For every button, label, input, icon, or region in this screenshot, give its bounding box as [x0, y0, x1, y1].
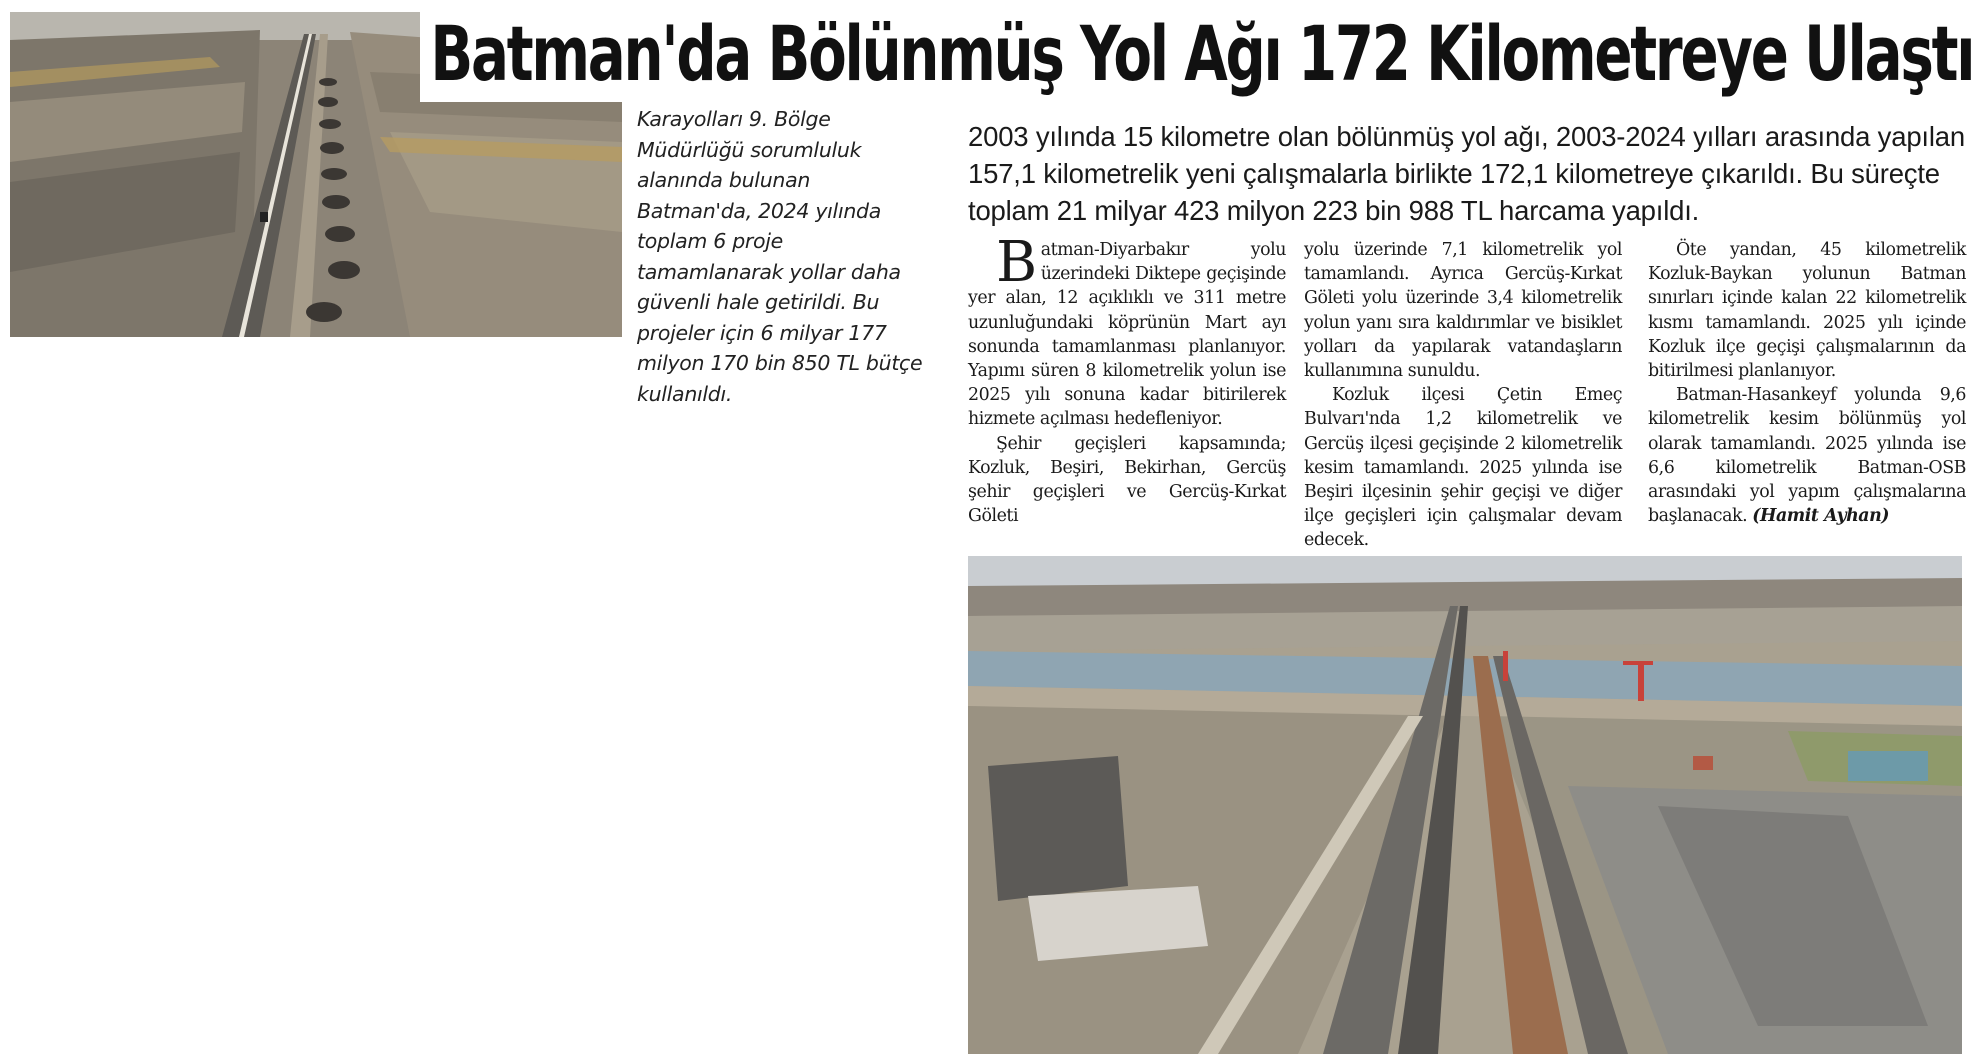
drop-cap: B	[996, 230, 1037, 295]
article-column-3	[1648, 238, 1966, 528]
article-column-1	[968, 230, 1286, 528]
photo-caption: Karayolları 9. Bölge Müdürlüğü sorumluluk alanında bulunan Batman'da, 2024 yılında toplam 6 proje tamamlanarak yollar daha güvenli hale getirildi. Bu projeler için 6 milyar 177 milyon 170 bin 850 TL bütçe kullanıldı.	[637, 107, 923, 406]
paragraph	[1648, 383, 1966, 528]
paragraph: Şehir geçişleri kapsamında; Kozluk, Beşiri, Bekirhan, Gercüş şehir geçişleri ve Gercüş-Kırkat Göleti	[968, 433, 1286, 527]
byline: (Hamit Ayhan)	[1752, 506, 1890, 527]
paragraph	[968, 230, 1286, 432]
headline: Batman'da Bölünmüş Yol Ağı 172 Kilometreye Ulaştı	[420, 6, 1967, 102]
article-column-2	[1304, 238, 1622, 553]
paragraph: Kozluk ilçesi Çetin Emeç Bulvarı'nda 1,2 kilometrelik ve Gercüş ilçesi geçişinde 2 kilometrelik kesim tamamlandı. 2025 yılında ise Beşiri ilçesinin şehir geçişi ve diğer ilçe geçişleri için çalışmalar devam edecek.	[1304, 385, 1622, 551]
aerial-bridge-photo	[968, 556, 1962, 1054]
paragraph-text: Batman-Hasankeyf yolunda 9,6 kilometrelik kesim bölünmüş yol olarak tamamlandı. 2025 yılında ise 6,6 kilometrelik Batman-OSB arasındaki yol yapım çalışmalarına başlanacak.	[1648, 385, 1966, 527]
paragraph: yolu üzerinde 7,1 kilometrelik yol tamamlandı. Ayrıca Gercüş-Kırkat Göleti yolu üzerinde 3,4 kilometrelik yolun yanı sıra kaldırımlar ve bisiklet yolları da yapılarak vatandaşların kullanımına sunuldu.	[1304, 240, 1622, 382]
paragraph: Öte yandan, 45 kilometrelik Kozluk-Baykan yolunun Batman sınırları içinde kalan 22 kilometrelik kısmı tamamlandı. 2025 yılı içinde Kozluk ilçe geçişi çalışmalarının da bitirilmesi planlanıyor.	[1648, 240, 1966, 382]
paragraph-text: atman-Diyarbakır yolu üzerindeki Diktepe geçişinde yer alan, 12 açıklıklı ve 311 metre uzunluğundaki köprünün Mart ayı sonunda tamamlanması planlanıyor. Yapımı süren 8 kilometrelik yolun ise 2025 yılı sonuna kadar bitirilerek hizmete açılması hedefleniyor.	[968, 240, 1286, 430]
lead-paragraph: 2003 yılında 15 kilometre olan bölünmüş yol ağı, 2003-2024 yılları arasında yapılan 157,1 kilometrelik yeni çalışmalarla birlikte 172,1 kilometreye çıkarıldı. Bu süreçte toplam 21 milyar 423 milyon 223 bin 988 TL harcama yapıldı.	[968, 121, 1965, 226]
